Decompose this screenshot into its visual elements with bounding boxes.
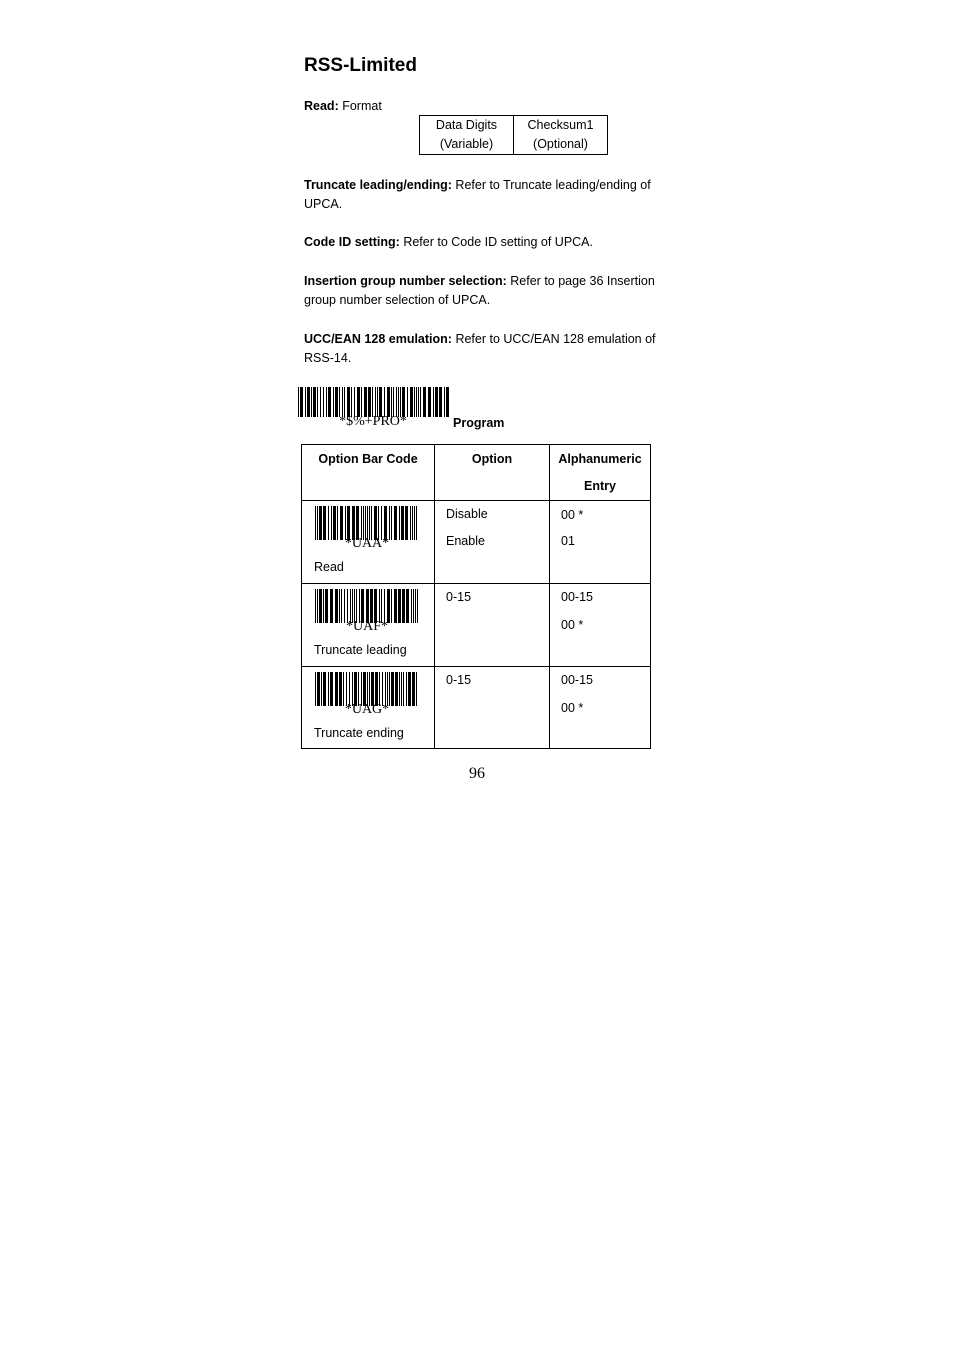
entry-cell: [550, 501, 651, 584]
table-row: [302, 501, 651, 584]
truncate-text: Refer to Truncate leading/ending of UPCA.: [304, 178, 651, 211]
page-number: 96: [469, 765, 485, 782]
truncate-ending-barcode[interactable]: [314, 672, 420, 706]
code-id-text: Refer to Code ID setting of UPCA.: [403, 235, 593, 249]
program-barcode[interactable]: [297, 387, 449, 417]
entry-cell: [550, 667, 651, 749]
table-header-row: [302, 445, 651, 501]
insertion-paragraph: [304, 272, 656, 310]
program-label: Program: [453, 416, 505, 430]
table-row: [302, 584, 651, 667]
insertion-text: Refer to page 36 Insertion group number selection of UPCA.: [304, 274, 655, 307]
truncate-ending-row-name: Truncate ending: [314, 726, 404, 740]
option-enable: Enable: [446, 534, 485, 548]
barcode-cell: [302, 667, 435, 749]
option-range: 0-15: [446, 673, 472, 687]
ucc-text: Refer to UCC/EAN 128 emulation of RSS-14.: [304, 332, 656, 365]
entry-enable: 01: [561, 534, 575, 548]
truncate-leading-barcode[interactable]: [314, 589, 420, 623]
read-barcode-text: *UAA*: [344, 536, 390, 551]
read-label: Read:: [304, 99, 339, 113]
entry-default: 00 *: [561, 701, 584, 715]
format-table: [419, 115, 608, 155]
ucc-label: UCC/EAN 128 emulation:: [304, 332, 452, 346]
entry-disable: 00 *: [561, 508, 584, 522]
entry-cell: [550, 584, 651, 667]
page-title: RSS-Limited: [304, 55, 417, 76]
format-cell-checksum: Checksum1 (Optional): [514, 116, 608, 155]
read-format-line: [304, 97, 656, 116]
option-cell: [435, 584, 550, 667]
header-option-bar-code: Option Bar Code: [302, 445, 435, 501]
ucc-paragraph: [304, 330, 656, 368]
option-cell: [435, 667, 550, 749]
code-id-paragraph: [304, 233, 656, 252]
code-id-label: Code ID setting:: [304, 235, 400, 249]
options-table: [301, 444, 651, 749]
header-option: Option: [435, 445, 550, 501]
read-barcode[interactable]: [314, 506, 420, 540]
insertion-label: Insertion group number selection:: [304, 274, 507, 288]
truncate-leading-barcode-text: *UAF*: [345, 619, 388, 634]
truncate-label: Truncate leading/ending:: [304, 178, 452, 192]
entry-range: 00-15: [561, 673, 593, 687]
read-text: Format: [342, 99, 382, 113]
truncate-paragraph: [304, 176, 656, 214]
entry-default: 00 *: [561, 618, 584, 632]
option-range: 0-15: [446, 590, 472, 604]
program-barcode-text: *$%+PRO*: [339, 414, 407, 429]
header-alphanumeric-entry: Alphanumeric Entry: [550, 445, 651, 501]
truncate-leading-row-name: Truncate leading: [314, 643, 407, 657]
read-row-name: Read: [314, 560, 344, 574]
barcode-cell: [302, 501, 435, 584]
entry-range: 00-15: [561, 590, 593, 604]
option-cell: [435, 501, 550, 584]
format-cell-data-digits: Data Digits (Variable): [420, 116, 514, 155]
barcode-cell: [302, 584, 435, 667]
truncate-ending-barcode-text: *UAG*: [344, 702, 390, 717]
table-row: [302, 667, 651, 749]
option-disable: Disable: [446, 507, 488, 521]
